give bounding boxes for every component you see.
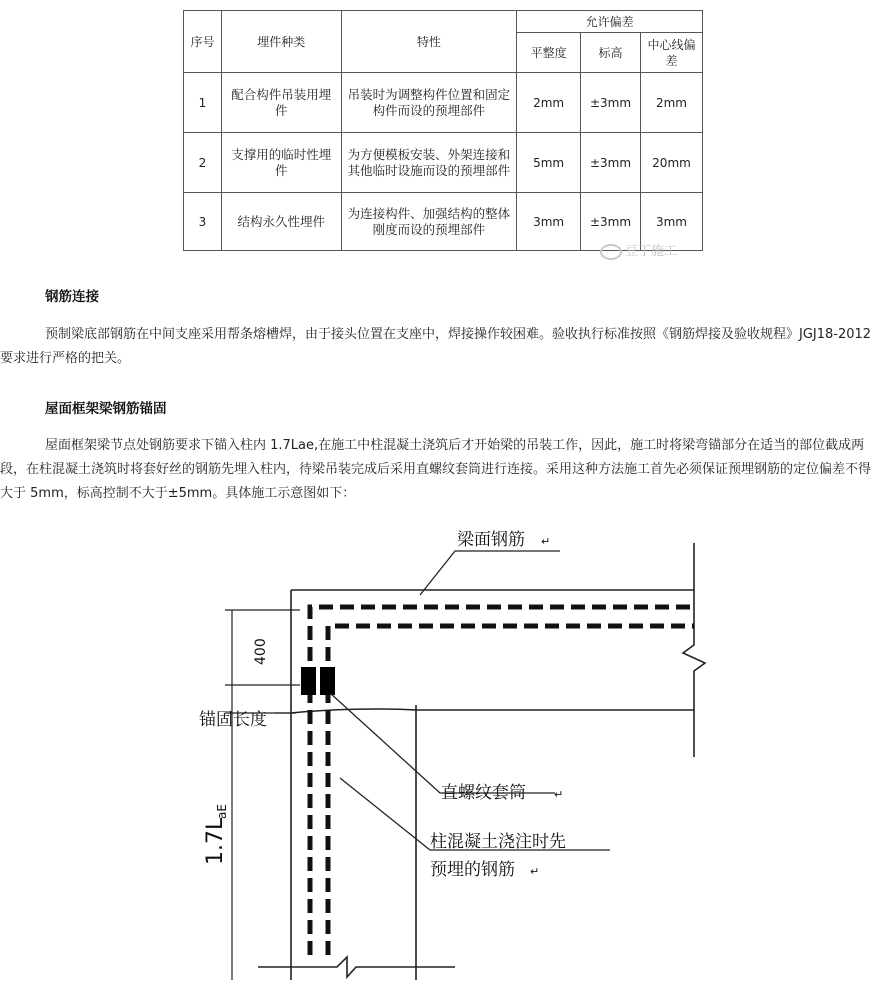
header-center: 中心线偏差 bbox=[641, 33, 703, 73]
diagram-svg bbox=[0, 525, 891, 994]
label-dim-17L-sub: aE bbox=[215, 804, 229, 819]
cell-index: 3 bbox=[184, 193, 222, 251]
embedded-parts-table bbox=[183, 10, 703, 251]
cell-type: 支撑用的临时性埋件 bbox=[221, 133, 341, 193]
label-coupler: 直螺纹套筒 bbox=[441, 783, 526, 803]
return-mark: ↵ bbox=[530, 865, 540, 878]
header-feature: 特性 bbox=[341, 11, 517, 73]
cell-index: 2 bbox=[184, 133, 222, 193]
cell-feature: 为方便模板安装、外架连接和其他临时设施而设的预埋部件 bbox=[341, 133, 517, 193]
label-embedded-line1: 柱混凝土浇注时先 bbox=[430, 832, 566, 852]
header-flatness: 平整度 bbox=[517, 33, 581, 73]
table-row bbox=[184, 73, 703, 133]
bottom-break-line bbox=[258, 957, 455, 977]
return-mark: ↵ bbox=[541, 535, 551, 548]
watermark-text: 豆丁施工 bbox=[625, 244, 678, 259]
cell-index: 1 bbox=[184, 73, 222, 133]
cell-elevation: ±3mm bbox=[581, 193, 641, 251]
anchorage-construction-diagram bbox=[0, 525, 891, 994]
label-anchor-length: 锚固长度 bbox=[199, 710, 267, 730]
leader-beam-top-rebar bbox=[420, 551, 560, 595]
beam-top-rebar-outer bbox=[310, 607, 694, 955]
cell-type: 结构永久性埋件 bbox=[221, 193, 341, 251]
header-elevation: 标高 bbox=[581, 33, 641, 73]
label-embedded-line2: 预埋的钢筋 bbox=[430, 860, 515, 880]
cell-elevation: ±3mm bbox=[581, 73, 641, 133]
section-title-roof-beam-anchorage: 屋面框架梁钢筋锚固 bbox=[45, 401, 167, 417]
wechat-logo-icon bbox=[600, 244, 622, 260]
section-title-rebar-connection: 钢筋连接 bbox=[45, 289, 99, 305]
watermark bbox=[600, 240, 700, 260]
header-tolerance-group: 允许偏差 bbox=[517, 11, 703, 33]
header-index: 序号 bbox=[184, 11, 222, 73]
right-break-line bbox=[683, 543, 705, 757]
cell-center: 2mm bbox=[641, 73, 703, 133]
cell-type: 配合构件吊装用埋件 bbox=[221, 73, 341, 133]
return-mark: ↵ bbox=[554, 788, 564, 801]
cell-feature: 吊装时为调整构件位置和固定构件而设的预埋部件 bbox=[341, 73, 517, 133]
label-dim-17L bbox=[203, 804, 229, 865]
leader-coupler bbox=[330, 693, 555, 793]
cell-center: 20mm bbox=[641, 133, 703, 193]
label-dim-17L-main: 1.7L bbox=[203, 817, 228, 865]
header-type: 埋件种类 bbox=[221, 11, 341, 73]
cell-flatness: 5mm bbox=[517, 133, 581, 193]
cell-center: 3mm bbox=[641, 193, 703, 251]
table-row bbox=[184, 133, 703, 193]
coupler-left bbox=[301, 667, 316, 695]
coupler-right bbox=[320, 667, 335, 695]
embedded-parts-table-image bbox=[183, 10, 703, 250]
section-body-rebar-connection: 预制梁底部钢筋在中间支座采用帮条熔槽焊，由于接头位置在支座中，焊接操作较困难。验收执行标准按照《钢筋焊接及验收规程》JGJ18-2012 要求进行严格的把关。 bbox=[0, 327, 872, 366]
section-body-roof-beam-anchorage: 屋面框架梁节点处钢筋要求下锚入柱内 1.7Lae,在施工中柱混凝土浇筑后才开始梁的吊装工作，因此，施工时将梁弯锚部分在适当的部位截成两段，在柱混凝土浇筑时将套好丝的钢筋先埋入柱内，待梁吊装完成后采用直螺纹套筒进行连接。采用这种方法施工首先必须保证预埋钢筋的定位偏差不得大于 5mm，标高控制不大于±5mm。具体施工示意图如下： bbox=[0, 438, 872, 501]
label-beam-top-rebar: 梁面钢筋 bbox=[457, 530, 525, 550]
cell-flatness: 2mm bbox=[517, 73, 581, 133]
cell-flatness: 3mm bbox=[517, 193, 581, 251]
label-dim-400: 400 bbox=[253, 638, 269, 665]
cell-elevation: ±3mm bbox=[581, 133, 641, 193]
cell-feature: 为连接构件、加强结构的整体刚度而设的预埋部件 bbox=[341, 193, 517, 251]
